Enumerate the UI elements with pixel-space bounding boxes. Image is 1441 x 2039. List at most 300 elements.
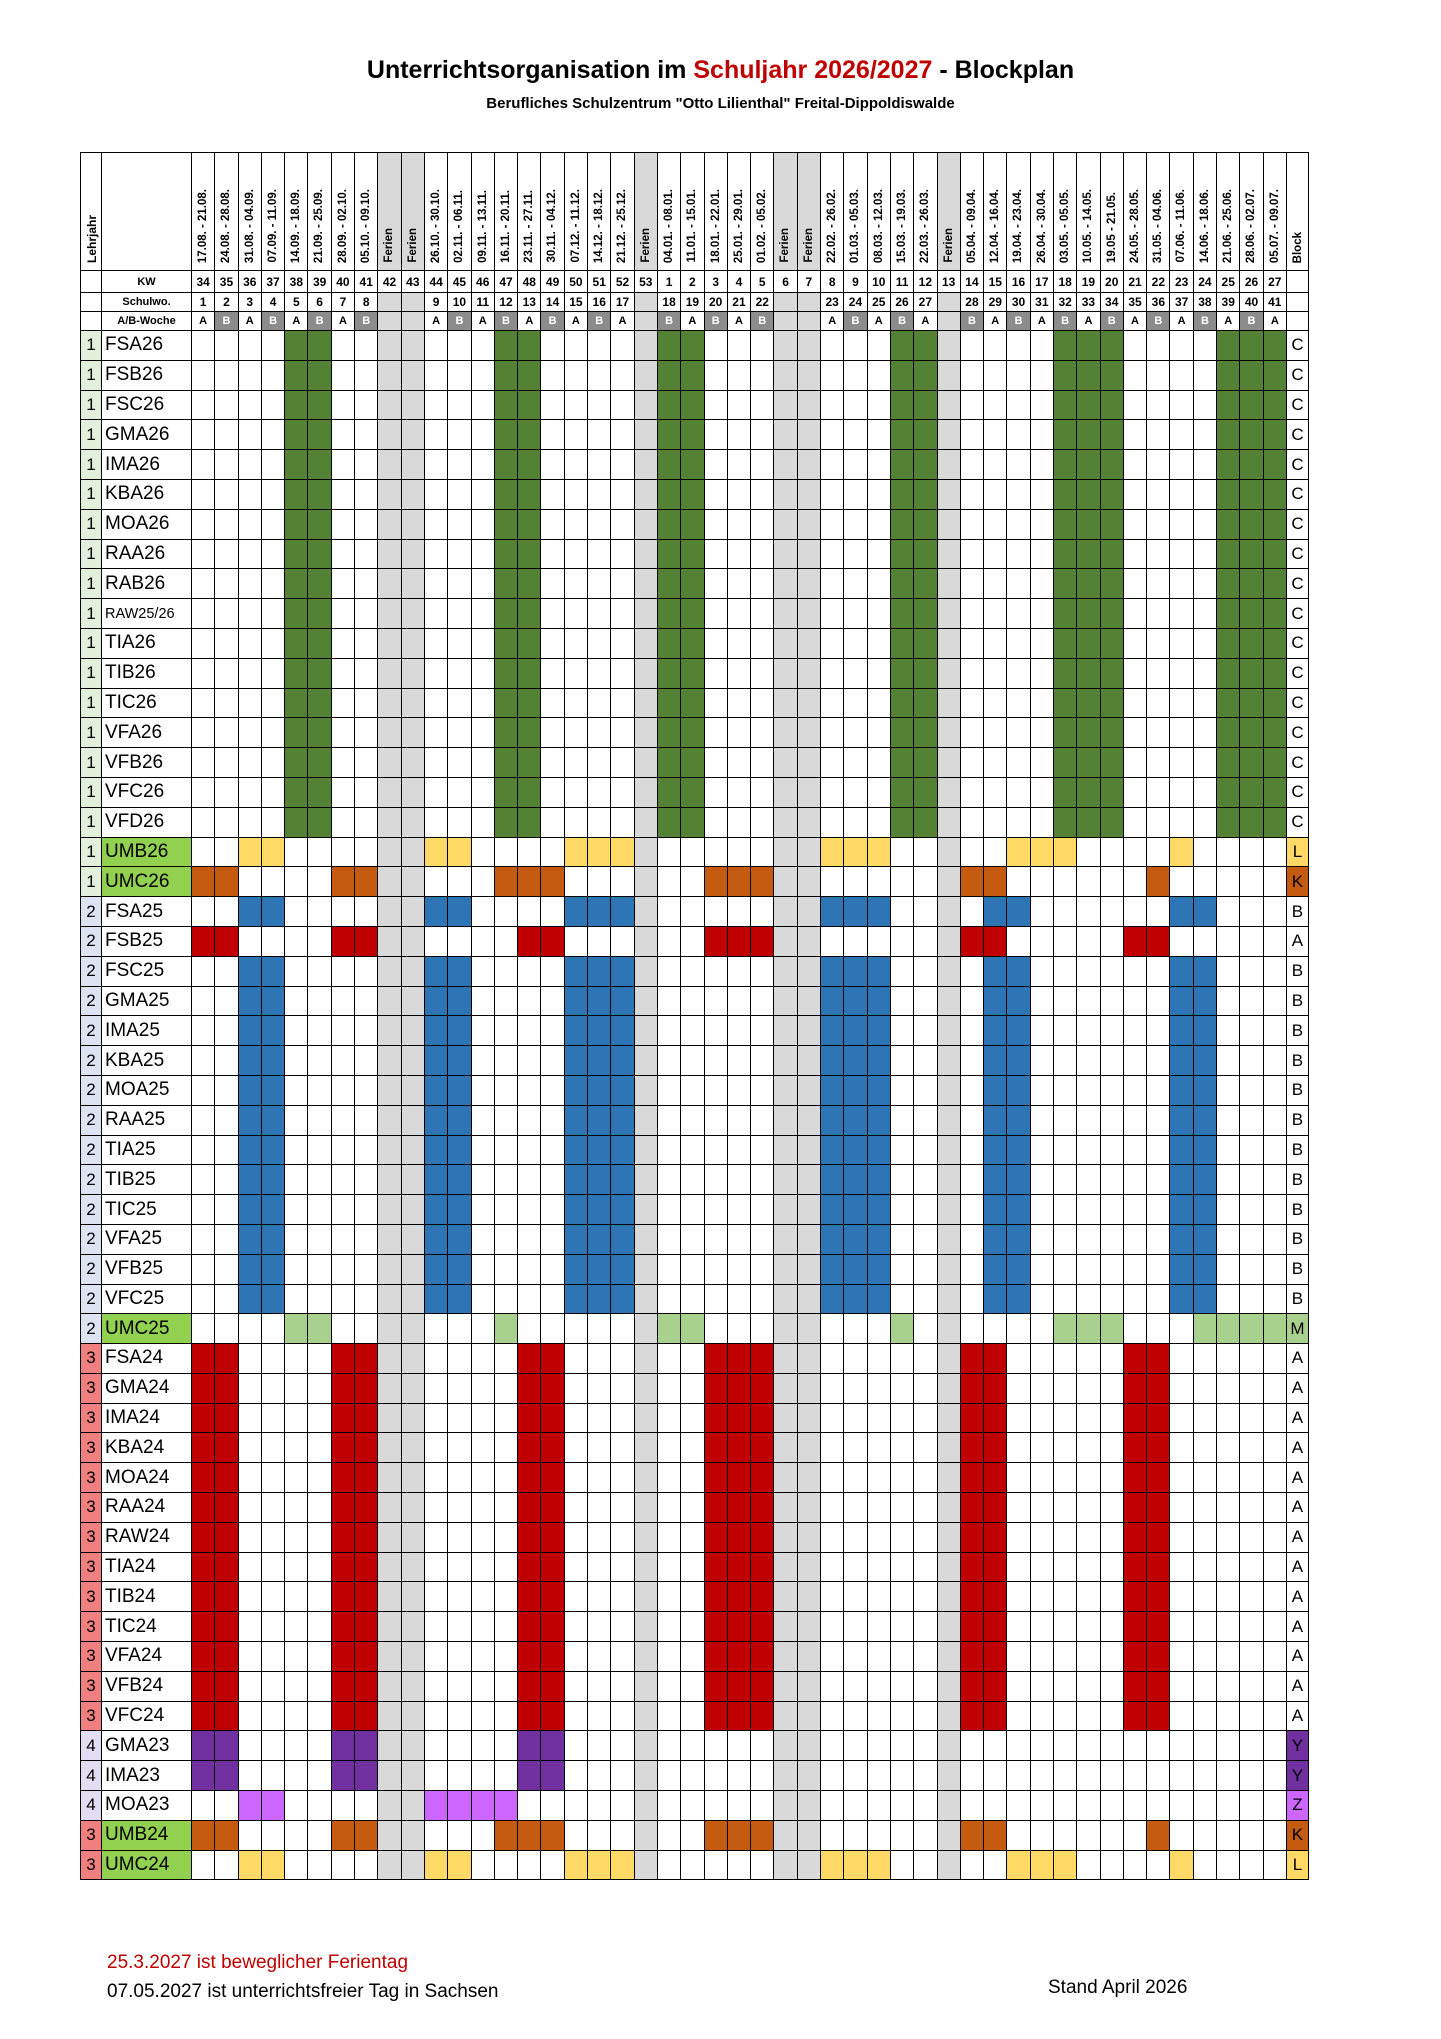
schedule-cell: [1217, 748, 1240, 778]
schedule-cell: [1217, 479, 1240, 509]
schedule-cell: [727, 956, 750, 986]
schedule-cell: [564, 1582, 587, 1612]
schedule-cell: [424, 1075, 447, 1105]
schedule-cell: [1077, 1403, 1100, 1433]
schedule-cell: [401, 1761, 424, 1791]
schedule-cell: [797, 837, 820, 867]
schedule-cell: [494, 331, 517, 361]
schedule-cell: [1077, 1284, 1100, 1314]
schedule-cell: [1123, 1046, 1146, 1076]
schedule-cell: [681, 420, 704, 450]
schedule-cell: [1147, 539, 1170, 569]
schedule-cell: [984, 1850, 1007, 1880]
schedule-cell: [1240, 1850, 1263, 1880]
schedule-cell: [1100, 1552, 1123, 1582]
schedule-cell: [471, 1612, 494, 1642]
lehrjahr-cell: 1: [81, 599, 102, 629]
class-name: FSA26: [102, 331, 192, 361]
schedule-cell: [518, 1820, 541, 1850]
schedule-cell: [1123, 569, 1146, 599]
schedule-cell: [331, 1791, 354, 1821]
schedule-cell: [518, 897, 541, 927]
kw-row-cell: 2: [681, 271, 704, 293]
schedule-cell: [727, 331, 750, 361]
header-lehrjahr: [81, 153, 102, 271]
schedule-cell: [1147, 1344, 1170, 1374]
schedule-cell: [541, 807, 564, 837]
schedule-cell: [984, 658, 1007, 688]
class-name: TIB25: [102, 1165, 192, 1195]
schedule-cell: [192, 331, 215, 361]
schulwoche-row-cell: 21: [727, 293, 750, 312]
schedule-cell: [821, 926, 844, 956]
schedule-cell: [1123, 1016, 1146, 1046]
schedule-cell: [355, 1582, 378, 1612]
ab-week-row-cell: B: [1240, 312, 1263, 331]
schedule-cell: [1100, 1046, 1123, 1076]
schedule-cell: [471, 1016, 494, 1046]
schedule-cell: [1193, 986, 1216, 1016]
schedule-cell: [611, 1701, 634, 1731]
schedule-cell: [261, 420, 284, 450]
schedule-cell: [192, 956, 215, 986]
schedule-cell: [681, 1552, 704, 1582]
schedule-cell: [704, 1165, 727, 1195]
schedule-cell: [844, 1165, 867, 1195]
schedule-cell: [984, 1224, 1007, 1254]
schedule-cell: [611, 450, 634, 480]
schedule-cell: [541, 688, 564, 718]
schedule-cell: [634, 956, 657, 986]
schedule-cell: [1123, 867, 1146, 897]
ab-week-row-cell: B: [1193, 312, 1216, 331]
schedule-cell: [634, 897, 657, 927]
schedule-cell: [564, 1522, 587, 1552]
schedule-cell: [541, 956, 564, 986]
week-date-header: [890, 153, 913, 271]
schedule-cell: [844, 897, 867, 927]
schedule-cell: [238, 1761, 261, 1791]
schedule-cell: [821, 1135, 844, 1165]
schedule-cell: [215, 956, 238, 986]
schedule-cell: [541, 926, 564, 956]
schedule-cell: [867, 628, 890, 658]
lehrjahr-cell: 1: [81, 331, 102, 361]
schedule-cell: [1217, 1612, 1240, 1642]
schedule-cell: [751, 1224, 774, 1254]
ab-week-row-cell: [401, 312, 424, 331]
schedule-cell: [657, 1850, 680, 1880]
class-name: FSB26: [102, 360, 192, 390]
schedule-cell: [657, 1701, 680, 1731]
schedule-cell: [1030, 390, 1053, 420]
schedule-cell: [261, 867, 284, 897]
schedule-cell: [331, 1463, 354, 1493]
schedule-cell: [727, 450, 750, 480]
schedule-cell: [704, 390, 727, 420]
schedule-cell: [960, 1433, 983, 1463]
schedule-cell: [914, 1016, 937, 1046]
schedule-cell: [401, 569, 424, 599]
schedule-cell: [355, 1284, 378, 1314]
schedule-cell: [751, 1344, 774, 1374]
schedule-cell: [1240, 1463, 1263, 1493]
schedule-cell: [634, 450, 657, 480]
week-date-label: 08.03. - 12.03.: [872, 188, 885, 263]
schedule-cell: [1100, 1135, 1123, 1165]
schedule-cell: [448, 1373, 471, 1403]
schedule-cell: [797, 897, 820, 927]
schedule-cell: [1147, 867, 1170, 897]
schedule-cell: [797, 1195, 820, 1225]
schedule-cell: [727, 777, 750, 807]
week-date-header: [704, 153, 727, 271]
schulwoche-row-cell: 38: [1193, 293, 1216, 312]
schedule-cell: [238, 1344, 261, 1374]
schedule-cell: [471, 1493, 494, 1523]
schedule-cell: [1077, 331, 1100, 361]
schedule-cell: [331, 450, 354, 480]
schedule-cell: [821, 479, 844, 509]
schedule-cell: [937, 1016, 960, 1046]
schedule-cell: [1007, 390, 1030, 420]
schedule-cell: [401, 867, 424, 897]
schedule-cell: [518, 1850, 541, 1880]
week-date-label: 01.03. - 05.03.: [849, 188, 862, 263]
schedule-cell: [797, 1224, 820, 1254]
week-date-label: 30.11. - 04.12.: [546, 189, 559, 263]
class-name: IMA26: [102, 450, 192, 480]
schedule-cell: [471, 628, 494, 658]
schedule-cell: [378, 986, 401, 1016]
schedule-cell: [844, 1463, 867, 1493]
schedule-cell: [890, 926, 913, 956]
lehrjahr-cell: 1: [81, 748, 102, 778]
schedule-cell: [1077, 807, 1100, 837]
block-letter: C: [1286, 479, 1308, 509]
schedule-cell: [401, 1254, 424, 1284]
class-row: [81, 539, 1309, 569]
schedule-cell: [914, 1314, 937, 1344]
schedule-cell: [448, 1522, 471, 1552]
schedule-cell: [611, 748, 634, 778]
week-date-header: [1053, 153, 1076, 271]
schedule-cell: [1217, 1552, 1240, 1582]
schedule-cell: [261, 390, 284, 420]
schedule-cell: [471, 1552, 494, 1582]
schedule-cell: [588, 1224, 611, 1254]
schedule-cell: [774, 599, 797, 629]
schedule-cell: [355, 926, 378, 956]
schedule-cell: [797, 807, 820, 837]
schedule-cell: [984, 1314, 1007, 1344]
schedule-cell: [308, 777, 331, 807]
schedule-cell: [914, 1463, 937, 1493]
schedule-cell: [727, 1522, 750, 1552]
schedule-cell: [448, 1254, 471, 1284]
schedule-cell: [355, 748, 378, 778]
schedule-cell: [1123, 1463, 1146, 1493]
schedule-cell: [867, 1522, 890, 1552]
schedule-cell: [1170, 1463, 1193, 1493]
schedule-cell: [1053, 688, 1076, 718]
schedule-cell: [331, 1344, 354, 1374]
schedule-cell: [890, 1075, 913, 1105]
schedule-cell: [1007, 1642, 1030, 1672]
schedule-cell: [285, 1701, 308, 1731]
schedule-cell: [844, 331, 867, 361]
class-row: [81, 1046, 1309, 1076]
schedule-cell: [960, 1642, 983, 1672]
schedule-cell: [844, 1224, 867, 1254]
schedule-cell: [1053, 1224, 1076, 1254]
schedule-cell: [588, 1165, 611, 1195]
class-row: [81, 1105, 1309, 1135]
kw-row-cell: 25: [1217, 271, 1240, 293]
schedule-cell: [424, 450, 447, 480]
schedule-cell: [215, 1016, 238, 1046]
schedule-cell: [657, 1105, 680, 1135]
block-letter: A: [1286, 1463, 1308, 1493]
schedule-cell: [355, 1463, 378, 1493]
ab-week-row-cell: A: [424, 312, 447, 331]
schedule-cell: [588, 509, 611, 539]
schedule-cell: [424, 688, 447, 718]
schedule-cell: [751, 926, 774, 956]
schedule-cell: [1147, 807, 1170, 837]
schedule-cell: [331, 628, 354, 658]
schedule-cell: [844, 509, 867, 539]
class-row: [81, 1463, 1309, 1493]
schedule-cell: [588, 986, 611, 1016]
schedule-cell: [1147, 1195, 1170, 1225]
schedule-cell: [285, 956, 308, 986]
schedule-cell: [1030, 807, 1053, 837]
schedule-cell: [821, 1195, 844, 1225]
schedule-cell: [471, 569, 494, 599]
schedule-cell: [1100, 1522, 1123, 1552]
schedule-cell: [1217, 926, 1240, 956]
schedule-cell: [541, 569, 564, 599]
class-row: [81, 1552, 1309, 1582]
schedule-cell: [494, 956, 517, 986]
schedule-cell: [914, 1612, 937, 1642]
schedule-cell: [1170, 599, 1193, 629]
schedule-cell: [611, 1016, 634, 1046]
schedule-cell: [261, 1642, 284, 1672]
block-letter: Y: [1286, 1761, 1308, 1791]
lehrjahr-cell: 1: [81, 509, 102, 539]
schedule-cell: [914, 837, 937, 867]
schedule-cell: [1263, 390, 1286, 420]
schedule-cell: [518, 1701, 541, 1731]
schedule-cell: [1007, 1850, 1030, 1880]
schedule-cell: [937, 1195, 960, 1225]
lehrjahr-cell: 2: [81, 986, 102, 1016]
schedule-cell: [867, 986, 890, 1016]
schedule-cell: [984, 539, 1007, 569]
schedule-cell: [261, 1373, 284, 1403]
week-date-header: [774, 153, 797, 271]
block-letter: C: [1286, 509, 1308, 539]
schedule-cell: [1030, 837, 1053, 867]
schedule-cell: [1170, 1344, 1193, 1374]
schedule-cell: [681, 688, 704, 718]
schedule-cell: [215, 926, 238, 956]
schedule-cell: [727, 897, 750, 927]
schedule-cell: [1170, 539, 1193, 569]
schedule-cell: [448, 1642, 471, 1672]
schedule-cell: [751, 807, 774, 837]
schedule-cell: [937, 718, 960, 748]
schedule-cell: [471, 1403, 494, 1433]
week-date-label: 02.11. - 06.11.: [453, 190, 466, 263]
schedule-cell: [564, 658, 587, 688]
schedule-cell: [681, 1522, 704, 1552]
schulwoche-row-cell: 15: [564, 293, 587, 312]
schedule-cell: [192, 1403, 215, 1433]
schedule-cell: [890, 1671, 913, 1701]
schedule-cell: [890, 1582, 913, 1612]
schedule-cell: [984, 1701, 1007, 1731]
schedule-cell: [774, 1016, 797, 1046]
schedule-cell: [1193, 1582, 1216, 1612]
schedule-cell: [471, 599, 494, 629]
schedule-cell: [937, 1493, 960, 1523]
schedule-cell: [657, 1522, 680, 1552]
schedule-cell: [541, 1791, 564, 1821]
schedule-cell: [424, 1344, 447, 1374]
schedule-cell: [192, 539, 215, 569]
class-name: FSC26: [102, 390, 192, 420]
schedule-cell: [914, 1731, 937, 1761]
week-date-label: 05.10. - 09.10.: [360, 188, 373, 263]
schedule-cell: [774, 956, 797, 986]
schedule-cell: [331, 1284, 354, 1314]
class-row: [81, 1731, 1309, 1761]
schedule-cell: [424, 1105, 447, 1135]
schedule-cell: [401, 986, 424, 1016]
schedule-cell: [611, 897, 634, 927]
schedule-cell: [1100, 1612, 1123, 1642]
schulwoche-row-cell: 40: [1240, 293, 1263, 312]
lehrjahr-cell: 2: [81, 897, 102, 927]
schedule-cell: [401, 688, 424, 718]
schedule-cell: [1053, 1850, 1076, 1880]
schedule-cell: [308, 1373, 331, 1403]
schedule-cell: [1217, 688, 1240, 718]
schedule-cell: [401, 956, 424, 986]
schedule-cell: [634, 1344, 657, 1374]
schedule-cell: [1263, 450, 1286, 480]
schedule-cell: [751, 1373, 774, 1403]
week-date-label: 05.07. - 09.07.: [1268, 188, 1281, 263]
schedule-cell: [774, 837, 797, 867]
schedule-cell: [867, 1612, 890, 1642]
schedule-cell: [471, 1433, 494, 1463]
schedule-cell: [448, 1850, 471, 1880]
schedule-cell: [704, 1761, 727, 1791]
schedule-cell: [727, 688, 750, 718]
schedule-cell: [634, 1373, 657, 1403]
schedule-cell: [937, 837, 960, 867]
schulwoche-row-cell: 33: [1077, 293, 1100, 312]
schedule-cell: [285, 1075, 308, 1105]
schedule-cell: [1077, 718, 1100, 748]
schedule-cell: [378, 1463, 401, 1493]
schedule-cell: [331, 1761, 354, 1791]
schedule-cell: [285, 360, 308, 390]
block-letter: A: [1286, 1612, 1308, 1642]
schedule-cell: [518, 360, 541, 390]
schedule-cell: [588, 1552, 611, 1582]
schedule-cell: [1030, 777, 1053, 807]
schedule-cell: [844, 420, 867, 450]
schedule-cell: [1263, 1522, 1286, 1552]
schedule-cell: [541, 986, 564, 1016]
schulwoche-row-cell: 20: [704, 293, 727, 312]
schedule-cell: [1170, 986, 1193, 1016]
schedule-cell: [727, 1344, 750, 1374]
schedule-cell: [308, 926, 331, 956]
schedule-cell: [541, 1642, 564, 1672]
schedule-cell: [960, 777, 983, 807]
schedule-cell: [471, 1284, 494, 1314]
block-letter: A: [1286, 1671, 1308, 1701]
schedule-cell: [1240, 1075, 1263, 1105]
schedule-cell: [215, 777, 238, 807]
schedule-cell: [634, 1701, 657, 1731]
lehrjahr-cell: 1: [81, 718, 102, 748]
schedule-cell: [611, 479, 634, 509]
schedule-cell: [541, 867, 564, 897]
schedule-cell: [261, 628, 284, 658]
schedule-cell: [448, 360, 471, 390]
schedule-cell: [937, 1135, 960, 1165]
schedule-cell: [1193, 1761, 1216, 1791]
schedule-cell: [1007, 748, 1030, 778]
schedule-cell: [611, 1314, 634, 1344]
schedule-cell: [681, 1731, 704, 1761]
schedule-cell: [797, 360, 820, 390]
schedule-cell: [331, 1493, 354, 1523]
class-name: TIC26: [102, 688, 192, 718]
schedule-cell: [611, 1582, 634, 1612]
schedule-cell: [914, 688, 937, 718]
schedule-cell: [308, 837, 331, 867]
schedule-cell: [238, 956, 261, 986]
schedule-cell: [541, 1820, 564, 1850]
schedule-cell: [331, 1314, 354, 1344]
schedule-cell: [611, 1522, 634, 1552]
schedule-cell: [518, 658, 541, 688]
schedule-cell: [518, 748, 541, 778]
schedule-cell: [518, 569, 541, 599]
schedule-cell: [1147, 1522, 1170, 1552]
schedule-cell: [215, 1850, 238, 1880]
schedule-cell: [378, 807, 401, 837]
schedule-cell: [424, 1195, 447, 1225]
schedule-cell: [331, 1195, 354, 1225]
schedule-cell: [1123, 1671, 1146, 1701]
schedule-cell: [448, 837, 471, 867]
schedule-cell: [471, 1582, 494, 1612]
schedule-cell: [494, 390, 517, 420]
schedule-cell: [261, 1493, 284, 1523]
schedule-cell: [308, 688, 331, 718]
schedule-cell: [1053, 867, 1076, 897]
week-date-label: 01.02. - 05.02.: [756, 188, 769, 263]
